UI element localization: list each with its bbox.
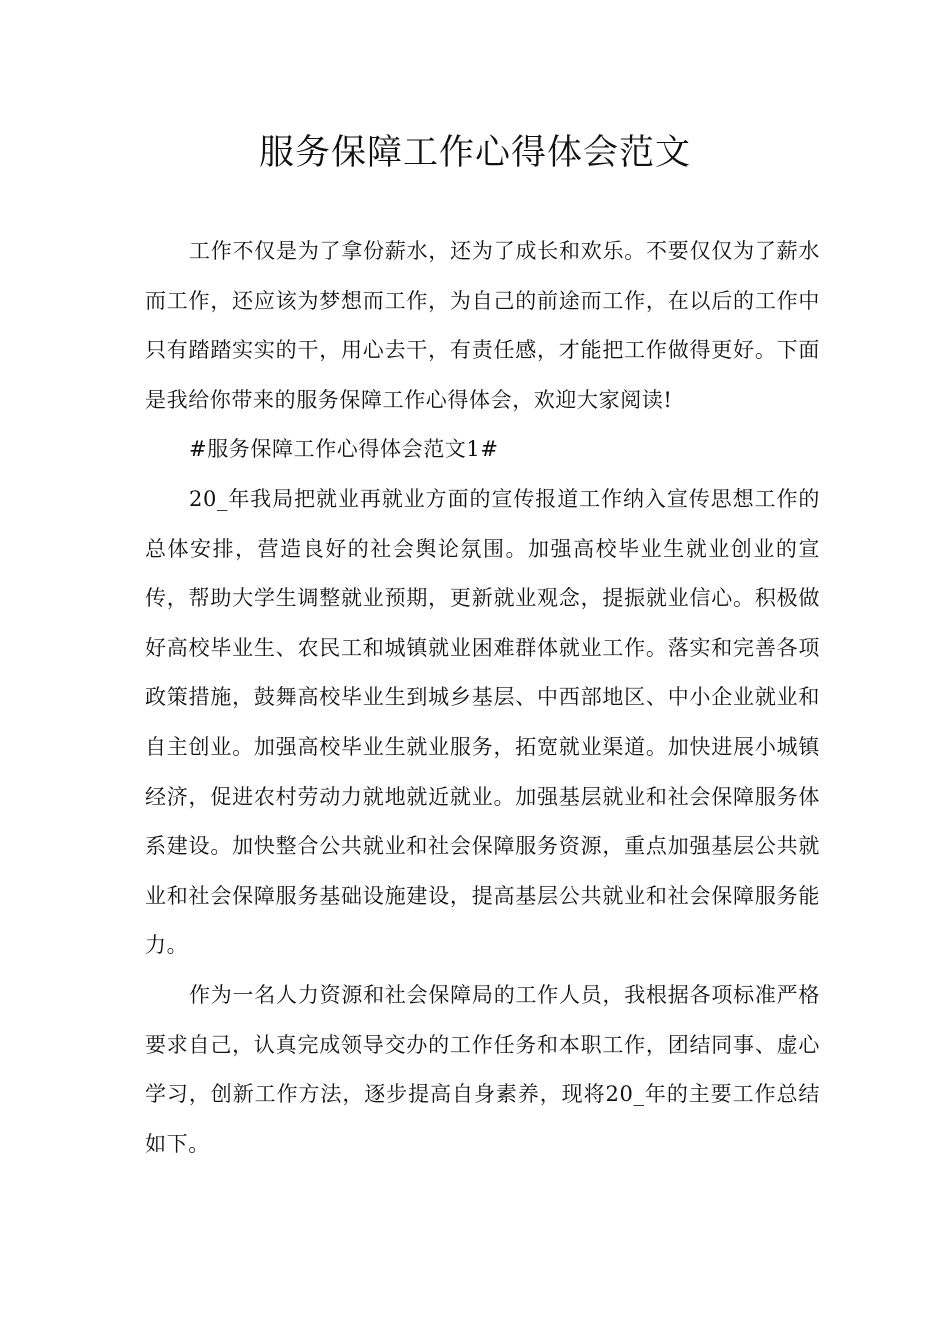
document-body — [145, 227, 820, 1169]
body-paragraph: 20_年我局把就业再就业方面的宣传报道工作纳入宣传思想工作的总体安排，营造良好的社会舆论氛围。加强高校毕业生就业创业的宣传，帮助大学生调整就业预期，更新就业观念，提振就业信心。积极做好高校毕业生、农民工和城镇就业困难群体就业工作。落实和完善各项政策措施，鼓舞高校毕业生到城乡基层、中西部地区、中小企业就业和自主创业。加强高校毕业生就业服务，拓宽就业渠道。加快进展小城镇经济，促进农村劳动力就地就近就业。加强基层就业和社会保障服务体系建设。加快整合公共就业和社会保障服务资源，重点加强基层公共就业和社会保障服务基础设施建设，提高基层公共就业和社会保障服务能力。 — [145, 486, 820, 958]
section-heading: #服务保障工作心得体会范文1# — [189, 437, 499, 462]
document-title: 服务保障工作心得体会范文 — [258, 133, 691, 173]
body-paragraph: 作为一名人力资源和社会保障局的工作人员，我根据各项标准严格要求自己，认真完成领导交办的工作任务和本职工作，团结同事、虚心学习，创新工作方法，逐步提高自身素养，现将20_年的主要工作总结如下。 — [145, 982, 820, 1156]
intro-paragraph: 工作不仅是为了拿份薪水，还为了成长和欢乐。不要仅仅为了薪水而工作，还应该为梦想而工作，为自己的前途而工作，在以后的工作中只有踏踏实实的干，用心去干，有责任感，才能把工作做得更好。下面是我给你带来的服务保障工作心得体会，欢迎大家阅读! — [145, 239, 820, 412]
